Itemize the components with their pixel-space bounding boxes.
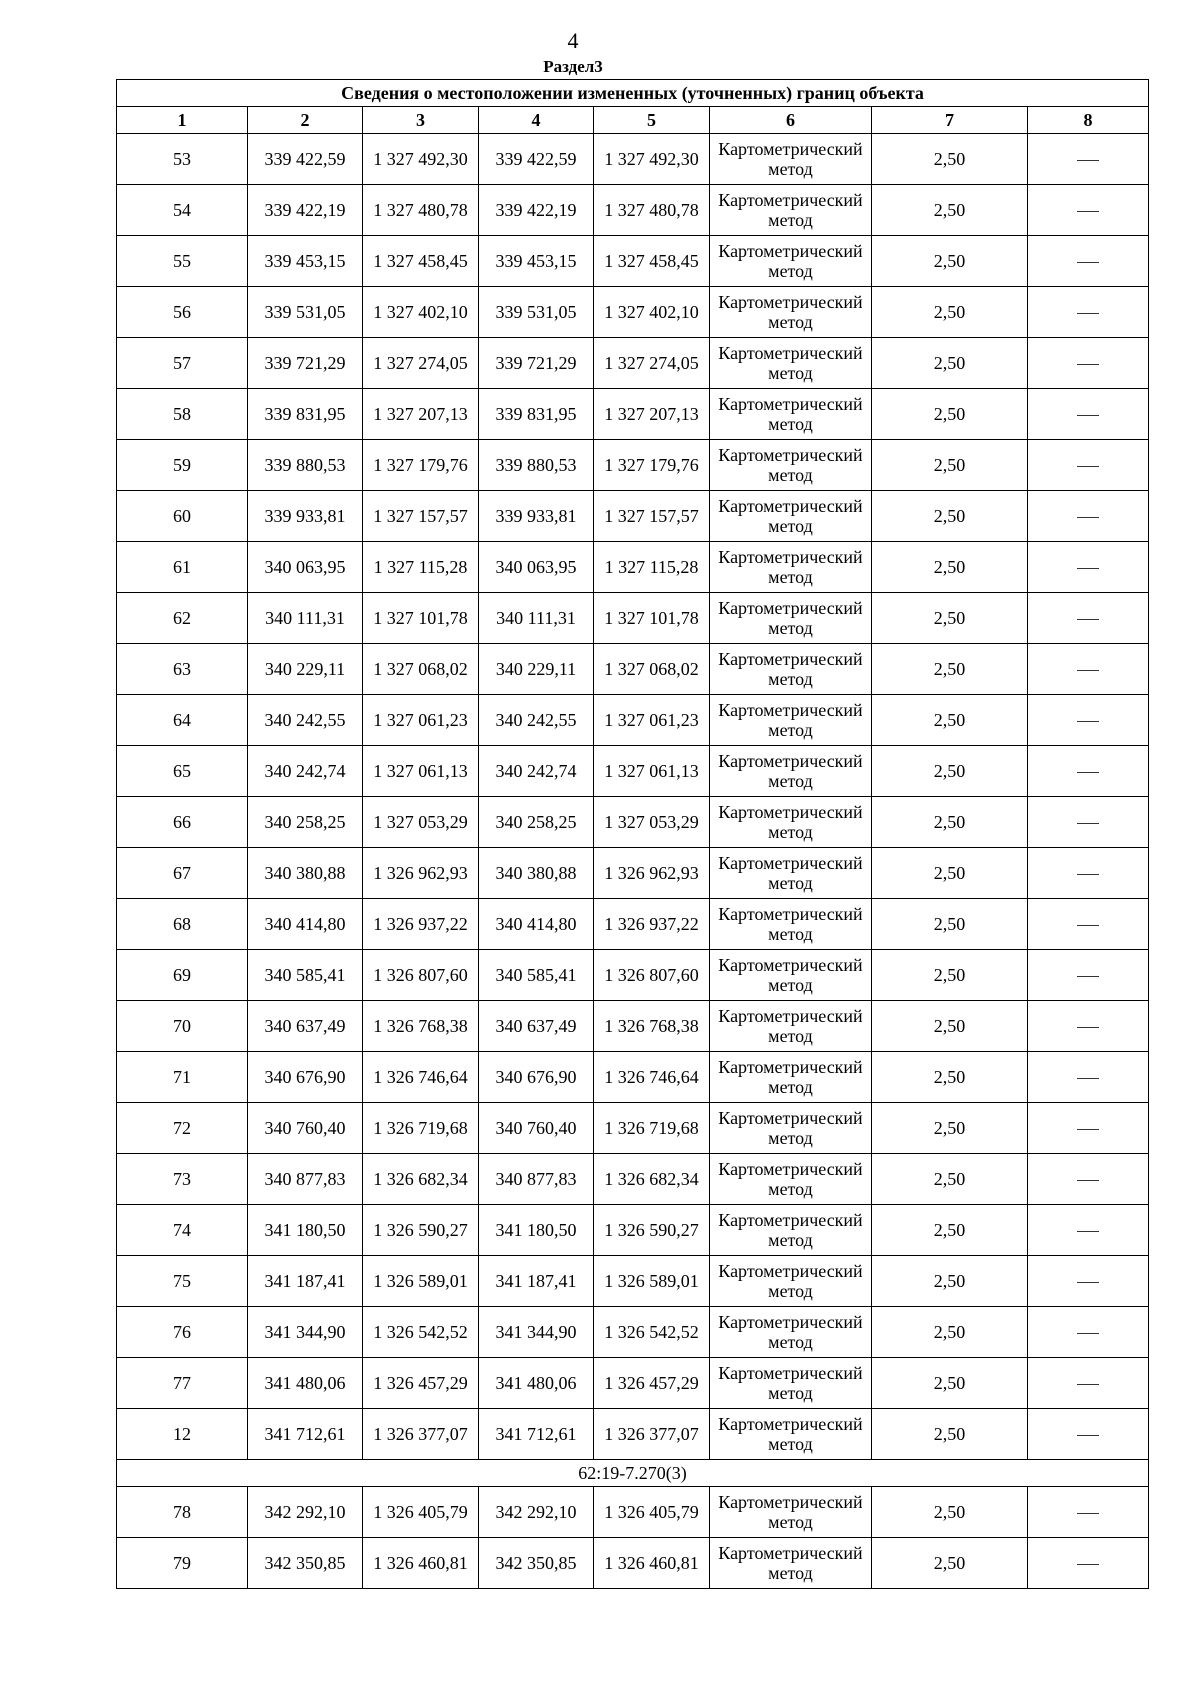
x-refined: 339 422,19: [479, 185, 594, 236]
point-number: 77: [117, 1358, 248, 1409]
point-number: 65: [117, 746, 248, 797]
y-existing: 1 327 061,13: [363, 746, 479, 797]
y-refined: 1 326 457,29: [594, 1358, 710, 1409]
y-existing: 1 326 457,29: [363, 1358, 479, 1409]
dash-mark: [1077, 160, 1099, 161]
point-number: 70: [117, 1001, 248, 1052]
y-existing: 1 327 274,05: [363, 338, 479, 389]
x-refined: 340 877,83: [479, 1154, 594, 1205]
reference: [1028, 491, 1149, 542]
table-row: [117, 542, 1149, 593]
x-existing: 340 676,90: [248, 1052, 363, 1103]
method: Картометрический метод: [710, 899, 872, 950]
y-existing: 1 327 402,10: [363, 287, 479, 338]
method: Картометрический метод: [710, 338, 872, 389]
accuracy: 2,50: [872, 236, 1028, 287]
method: Картометрический метод: [710, 1256, 872, 1307]
point-number: 55: [117, 236, 248, 287]
x-refined: 341 187,41: [479, 1256, 594, 1307]
x-existing: 339 531,05: [248, 287, 363, 338]
point-number: 59: [117, 440, 248, 491]
method: Картометрический метод: [710, 1205, 872, 1256]
table-row: [117, 1052, 1149, 1103]
y-refined: 1 326 589,01: [594, 1256, 710, 1307]
accuracy: 2,50: [872, 695, 1028, 746]
group-header-row: [117, 1460, 1149, 1487]
reference: [1028, 899, 1149, 950]
dash-mark: [1077, 364, 1099, 365]
accuracy: 2,50: [872, 950, 1028, 1001]
table-row: [117, 1256, 1149, 1307]
dash-mark: [1077, 1129, 1099, 1130]
reference: [1028, 746, 1149, 797]
x-refined: 340 242,55: [479, 695, 594, 746]
x-existing: 340 258,25: [248, 797, 363, 848]
y-existing: 1 327 492,30: [363, 134, 479, 185]
table-row: [117, 695, 1149, 746]
x-refined: 340 637,49: [479, 1001, 594, 1052]
y-refined: 1 327 492,30: [594, 134, 710, 185]
point-number: 57: [117, 338, 248, 389]
x-existing: 340 242,55: [248, 695, 363, 746]
y-refined: 1 327 068,02: [594, 644, 710, 695]
reference: [1028, 1307, 1149, 1358]
method: Картометрический метод: [710, 746, 872, 797]
reference: [1028, 1154, 1149, 1205]
table-row: [117, 644, 1149, 695]
dash-mark: [1077, 517, 1099, 518]
method: Картометрический метод: [710, 1358, 872, 1409]
column-number: 4: [479, 107, 594, 134]
table-row: [117, 338, 1149, 389]
point-number: 72: [117, 1103, 248, 1154]
dash-mark: [1077, 670, 1099, 671]
column-number: 8: [1028, 107, 1149, 134]
table-row: [117, 1487, 1149, 1538]
accuracy: 2,50: [872, 440, 1028, 491]
y-existing: 1 326 768,38: [363, 1001, 479, 1052]
method: Картометрический метод: [710, 1001, 872, 1052]
x-refined: 342 350,85: [479, 1538, 594, 1589]
accuracy: 2,50: [872, 287, 1028, 338]
dash-mark: [1077, 619, 1099, 620]
y-refined: 1 327 101,78: [594, 593, 710, 644]
method: Картометрический метод: [710, 695, 872, 746]
point-number: 79: [117, 1538, 248, 1589]
x-refined: 340 585,41: [479, 950, 594, 1001]
point-number: 68: [117, 899, 248, 950]
reference: [1028, 1538, 1149, 1589]
y-refined: 1 326 377,07: [594, 1409, 710, 1460]
x-existing: 340 760,40: [248, 1103, 363, 1154]
dash-mark: [1077, 1282, 1099, 1283]
x-existing: 340 414,80: [248, 899, 363, 950]
y-refined: 1 327 480,78: [594, 185, 710, 236]
accuracy: 2,50: [872, 1001, 1028, 1052]
x-refined: 340 414,80: [479, 899, 594, 950]
table-row: [117, 389, 1149, 440]
y-refined: 1 327 053,29: [594, 797, 710, 848]
y-existing: 1 326 377,07: [363, 1409, 479, 1460]
y-refined: 1 326 937,22: [594, 899, 710, 950]
x-existing: 339 422,19: [248, 185, 363, 236]
point-number: 67: [117, 848, 248, 899]
dash-mark: [1077, 466, 1099, 467]
x-refined: 341 480,06: [479, 1358, 594, 1409]
dash-mark: [1077, 976, 1099, 977]
y-existing: 1 326 542,52: [363, 1307, 479, 1358]
y-existing: 1 327 068,02: [363, 644, 479, 695]
reference: [1028, 440, 1149, 491]
x-refined: 339 880,53: [479, 440, 594, 491]
table-row: [117, 797, 1149, 848]
dash-mark: [1077, 1078, 1099, 1079]
method: Картометрический метод: [710, 593, 872, 644]
accuracy: 2,50: [872, 1487, 1028, 1538]
reference: [1028, 797, 1149, 848]
x-existing: 340 063,95: [248, 542, 363, 593]
table-row: [117, 899, 1149, 950]
table-row: [117, 134, 1149, 185]
point-number: 63: [117, 644, 248, 695]
dash-mark: [1077, 721, 1099, 722]
x-existing: 340 877,83: [248, 1154, 363, 1205]
method: Картометрический метод: [710, 1409, 872, 1460]
table-row: [117, 491, 1149, 542]
y-existing: 1 326 589,01: [363, 1256, 479, 1307]
x-existing: 341 480,06: [248, 1358, 363, 1409]
dash-mark: [1077, 1333, 1099, 1334]
point-number: 71: [117, 1052, 248, 1103]
y-refined: 1 326 542,52: [594, 1307, 710, 1358]
reference: [1028, 644, 1149, 695]
method: Картометрический метод: [710, 1538, 872, 1589]
y-existing: 1 327 101,78: [363, 593, 479, 644]
method: Картометрический метод: [710, 134, 872, 185]
point-number: 73: [117, 1154, 248, 1205]
x-refined: 340 258,25: [479, 797, 594, 848]
method: Картометрический метод: [710, 1103, 872, 1154]
reference: [1028, 542, 1149, 593]
method: Картометрический метод: [710, 848, 872, 899]
x-existing: 342 350,85: [248, 1538, 363, 1589]
method: Картометрический метод: [710, 1307, 872, 1358]
point-number: 76: [117, 1307, 248, 1358]
x-refined: 339 721,29: [479, 338, 594, 389]
x-existing: 341 712,61: [248, 1409, 363, 1460]
dash-mark: [1077, 772, 1099, 773]
x-existing: 341 344,90: [248, 1307, 363, 1358]
y-existing: 1 327 061,23: [363, 695, 479, 746]
x-existing: 339 453,15: [248, 236, 363, 287]
accuracy: 2,50: [872, 1409, 1028, 1460]
table-caption: Сведения о местоположении измененных (уточненных) границ объекта: [117, 80, 1149, 107]
reference: [1028, 1358, 1149, 1409]
x-existing: 340 111,31: [248, 593, 363, 644]
table-row: [117, 1103, 1149, 1154]
y-existing: 1 327 458,45: [363, 236, 479, 287]
y-existing: 1 327 053,29: [363, 797, 479, 848]
reference: [1028, 1205, 1149, 1256]
x-refined: 339 453,15: [479, 236, 594, 287]
y-refined: 1 326 460,81: [594, 1538, 710, 1589]
dash-mark: [1077, 1231, 1099, 1232]
y-refined: 1 326 746,64: [594, 1052, 710, 1103]
x-existing: 340 585,41: [248, 950, 363, 1001]
dash-mark: [1077, 568, 1099, 569]
accuracy: 2,50: [872, 848, 1028, 899]
y-existing: 1 326 937,22: [363, 899, 479, 950]
section-title: Раздел3: [543, 57, 603, 76]
x-existing: 339 721,29: [248, 338, 363, 389]
accuracy: 2,50: [872, 1154, 1028, 1205]
method: Картометрический метод: [710, 287, 872, 338]
x-refined: 339 933,81: [479, 491, 594, 542]
accuracy: 2,50: [872, 1103, 1028, 1154]
x-refined: 342 292,10: [479, 1487, 594, 1538]
method: Картометрический метод: [710, 1052, 872, 1103]
point-number: 58: [117, 389, 248, 440]
x-existing: 339 933,81: [248, 491, 363, 542]
y-refined: 1 327 061,13: [594, 746, 710, 797]
x-existing: 340 637,49: [248, 1001, 363, 1052]
y-refined: 1 326 807,60: [594, 950, 710, 1001]
accuracy: 2,50: [872, 338, 1028, 389]
y-existing: 1 327 179,76: [363, 440, 479, 491]
column-number: 7: [872, 107, 1028, 134]
table-row: [117, 1409, 1149, 1460]
reference: [1028, 593, 1149, 644]
reference: [1028, 695, 1149, 746]
y-refined: 1 327 157,57: [594, 491, 710, 542]
x-refined: 341 344,90: [479, 1307, 594, 1358]
x-refined: 339 422,59: [479, 134, 594, 185]
reference: [1028, 1487, 1149, 1538]
column-number: 3: [363, 107, 479, 134]
y-existing: 1 326 590,27: [363, 1205, 479, 1256]
x-existing: 340 229,11: [248, 644, 363, 695]
point-number: 64: [117, 695, 248, 746]
dash-mark: [1077, 313, 1099, 314]
reference: [1028, 236, 1149, 287]
x-refined: 340 111,31: [479, 593, 594, 644]
method: Картометрический метод: [710, 542, 872, 593]
table-row: [117, 1205, 1149, 1256]
x-existing: 340 242,74: [248, 746, 363, 797]
method: Картометрический метод: [710, 440, 872, 491]
method: Картометрический метод: [710, 185, 872, 236]
group-label: 62:19-7.270(3): [117, 1460, 1149, 1487]
column-number: 1: [117, 107, 248, 134]
accuracy: 2,50: [872, 134, 1028, 185]
column-number-row: [117, 107, 1149, 134]
x-existing: 339 880,53: [248, 440, 363, 491]
table-row: [117, 185, 1149, 236]
table-caption-row: [117, 80, 1149, 107]
accuracy: 2,50: [872, 1256, 1028, 1307]
reference: [1028, 389, 1149, 440]
y-refined: 1 326 682,34: [594, 1154, 710, 1205]
y-existing: 1 327 480,78: [363, 185, 479, 236]
point-number: 61: [117, 542, 248, 593]
x-refined: 340 229,11: [479, 644, 594, 695]
accuracy: 2,50: [872, 1205, 1028, 1256]
accuracy: 2,50: [872, 1538, 1028, 1589]
point-number: 54: [117, 185, 248, 236]
table-row: [117, 1154, 1149, 1205]
accuracy: 2,50: [872, 797, 1028, 848]
accuracy: 2,50: [872, 542, 1028, 593]
reference: [1028, 134, 1149, 185]
accuracy: 2,50: [872, 644, 1028, 695]
x-refined: 340 063,95: [479, 542, 594, 593]
x-refined: 341 180,50: [479, 1205, 594, 1256]
y-refined: 1 327 274,05: [594, 338, 710, 389]
dash-mark: [1077, 1180, 1099, 1181]
column-number: 6: [710, 107, 872, 134]
x-refined: 339 831,95: [479, 389, 594, 440]
y-refined: 1 327 061,23: [594, 695, 710, 746]
accuracy: 2,50: [872, 1307, 1028, 1358]
reference: [1028, 287, 1149, 338]
table-row: [117, 1001, 1149, 1052]
reference: [1028, 1001, 1149, 1052]
x-existing: 339 831,95: [248, 389, 363, 440]
method: Картометрический метод: [710, 1154, 872, 1205]
table-row: [117, 1538, 1149, 1589]
point-number: 69: [117, 950, 248, 1001]
y-existing: 1 327 207,13: [363, 389, 479, 440]
x-refined: 340 760,40: [479, 1103, 594, 1154]
point-number: 75: [117, 1256, 248, 1307]
point-number: 60: [117, 491, 248, 542]
x-existing: 341 180,50: [248, 1205, 363, 1256]
reference: [1028, 1052, 1149, 1103]
method: Картометрический метод: [710, 1487, 872, 1538]
y-refined: 1 326 962,93: [594, 848, 710, 899]
coordinates-table: [116, 79, 1149, 1589]
y-refined: 1 327 179,76: [594, 440, 710, 491]
table-row: [117, 287, 1149, 338]
reference: [1028, 848, 1149, 899]
accuracy: 2,50: [872, 491, 1028, 542]
x-refined: 341 712,61: [479, 1409, 594, 1460]
reference: [1028, 1103, 1149, 1154]
y-existing: 1 326 682,34: [363, 1154, 479, 1205]
point-number: 74: [117, 1205, 248, 1256]
method: Картометрический метод: [710, 236, 872, 287]
y-refined: 1 327 402,10: [594, 287, 710, 338]
y-existing: 1 326 746,64: [363, 1052, 479, 1103]
reference: [1028, 1256, 1149, 1307]
x-refined: 340 380,88: [479, 848, 594, 899]
method: Картометрический метод: [710, 950, 872, 1001]
accuracy: 2,50: [872, 593, 1028, 644]
method: Картометрический метод: [710, 644, 872, 695]
table-row: [117, 236, 1149, 287]
y-existing: 1 327 157,57: [363, 491, 479, 542]
y-refined: 1 327 207,13: [594, 389, 710, 440]
x-refined: 340 676,90: [479, 1052, 594, 1103]
page-number: 4: [567, 28, 579, 53]
column-number: 2: [248, 107, 363, 134]
x-refined: 340 242,74: [479, 746, 594, 797]
accuracy: 2,50: [872, 389, 1028, 440]
method: Картометрический метод: [710, 389, 872, 440]
y-existing: 1 327 115,28: [363, 542, 479, 593]
y-existing: 1 326 405,79: [363, 1487, 479, 1538]
reference: [1028, 1409, 1149, 1460]
point-number: 12: [117, 1409, 248, 1460]
method: Картометрический метод: [710, 491, 872, 542]
dash-mark: [1077, 1435, 1099, 1436]
point-number: 53: [117, 134, 248, 185]
table-row: [117, 1358, 1149, 1409]
y-refined: 1 326 719,68: [594, 1103, 710, 1154]
accuracy: 2,50: [872, 1358, 1028, 1409]
x-existing: 341 187,41: [248, 1256, 363, 1307]
accuracy: 2,50: [872, 185, 1028, 236]
dash-mark: [1077, 925, 1099, 926]
method: Картометрический метод: [710, 797, 872, 848]
y-refined: 1 326 405,79: [594, 1487, 710, 1538]
dash-mark: [1077, 1564, 1099, 1565]
point-number: 66: [117, 797, 248, 848]
x-existing: 342 292,10: [248, 1487, 363, 1538]
y-existing: 1 326 807,60: [363, 950, 479, 1001]
point-number: 56: [117, 287, 248, 338]
point-number: 78: [117, 1487, 248, 1538]
x-refined: 339 531,05: [479, 287, 594, 338]
table-row: [117, 746, 1149, 797]
y-refined: 1 326 590,27: [594, 1205, 710, 1256]
point-number: 62: [117, 593, 248, 644]
y-existing: 1 326 719,68: [363, 1103, 479, 1154]
table-row: [117, 593, 1149, 644]
x-existing: 340 380,88: [248, 848, 363, 899]
reference: [1028, 185, 1149, 236]
x-existing: 339 422,59: [248, 134, 363, 185]
dash-mark: [1077, 1027, 1099, 1028]
y-refined: 1 326 768,38: [594, 1001, 710, 1052]
accuracy: 2,50: [872, 899, 1028, 950]
accuracy: 2,50: [872, 1052, 1028, 1103]
table-row: [117, 1307, 1149, 1358]
accuracy: 2,50: [872, 746, 1028, 797]
dash-mark: [1077, 262, 1099, 263]
y-refined: 1 327 458,45: [594, 236, 710, 287]
dash-mark: [1077, 415, 1099, 416]
table-row: [117, 440, 1149, 491]
dash-mark: [1077, 874, 1099, 875]
dash-mark: [1077, 823, 1099, 824]
dash-mark: [1077, 211, 1099, 212]
reference: [1028, 950, 1149, 1001]
column-number: 5: [594, 107, 710, 134]
table-row: [117, 950, 1149, 1001]
reference: [1028, 338, 1149, 389]
table-row: [117, 848, 1149, 899]
y-refined: 1 327 115,28: [594, 542, 710, 593]
dash-mark: [1077, 1513, 1099, 1514]
dash-mark: [1077, 1384, 1099, 1385]
y-existing: 1 326 460,81: [363, 1538, 479, 1589]
y-existing: 1 326 962,93: [363, 848, 479, 899]
